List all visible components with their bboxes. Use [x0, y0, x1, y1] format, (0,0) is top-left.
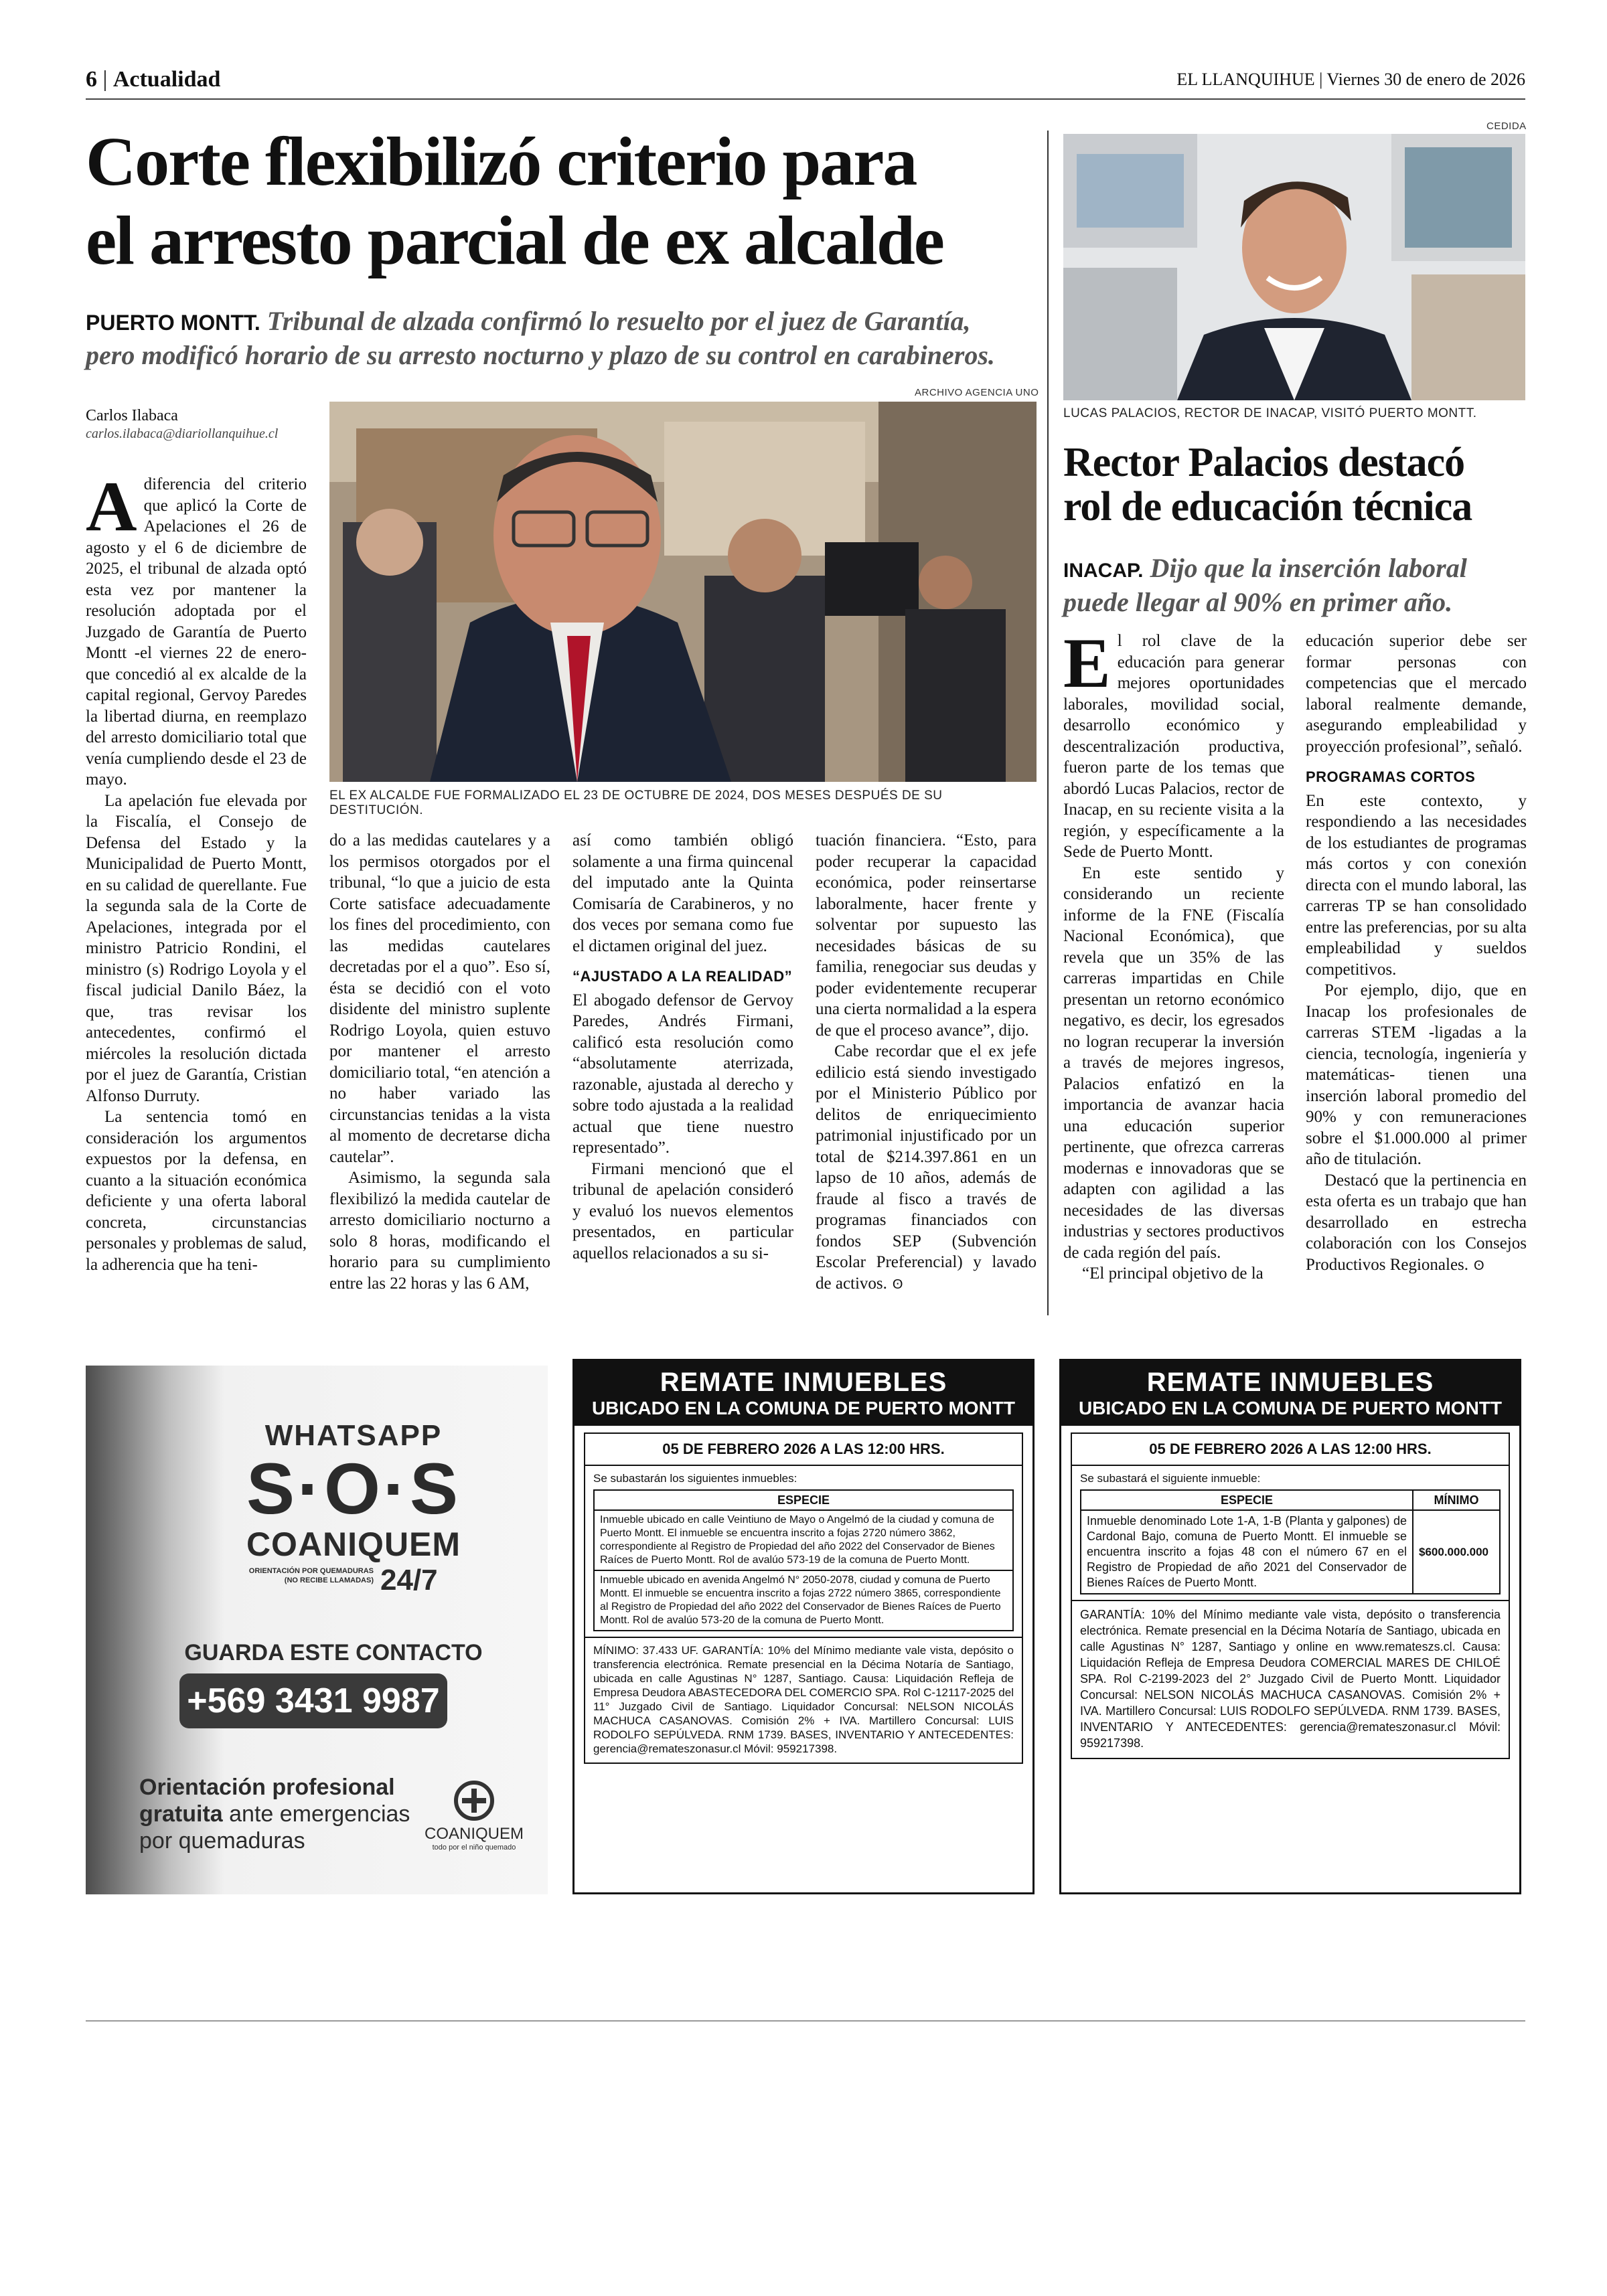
- ad-remate-1-item: Inmueble ubicado en calle Veintiuno de Mayo o Angelmó de la ciudad y comuna de Puerto Montt. El inmueble se encuentra inscrito a fojas 2720 número 3862, correspondiente al Registro de Propiedad del año 2022 del Conservador de Bienes Raíces de Puerto Montt. Rol de avalúo 573-19 de la comuna de Puerto Montt.: [594, 1510, 1013, 1570]
- coaniquem-cross-icon: [454, 1781, 494, 1821]
- issue-date: Viernes 30 de enero de 2026: [1326, 70, 1525, 89]
- side-photo-credit: CEDIDA: [1486, 120, 1527, 132]
- main-deck: PUERTO MONTT. Tribunal de alzada confirmó lo resuelto por el juez de Garantía, pero modificó horario de su arresto nocturno y plazo de su control en carabineros.: [86, 306, 995, 370]
- side-photo-caption: LUCAS PALACIOS, RECTOR DE INACAP, VISITÓ PUERTO MONTT.: [1063, 406, 1477, 420]
- author-email: carlos.ilabaca@diariollanquihue.cl: [86, 426, 279, 441]
- main-photo: [329, 402, 1037, 782]
- ad-remate-1-subtitle: UBICADO EN LA COMUNA DE PUERTO MONTT: [591, 1398, 1016, 1418]
- side-col-2: educación superior debe ser formar personas con competencias que el mercado laboral realmente demande, asegurando empleabilidad y proyección profesional”, señaló. PROGRAMAS CORTOS En este contexto, y respondiendo a las necesidades de los estudiantes de programas más cortos y con conexión directa con el mundo laboral, las carreras TP se han consolidado entre las preferencias, por su alta empleabilidad y sueldos competitivos. Por ejemplo, dijo, que en Inacap los profesionales de carreras STEM -ligadas a la ciencia, tecnología, ingeniería y matemáticas- tienen una inserción laboral promedio del 90% y con remuneraciones sobre el $1.000.000 al primer año de titulación. Destacó que la pertinencia en esta oferta es un trabajo que han desarrollado en estrecha colaboración con los Consejos Productivos Regionales. ʘ: [1306, 632, 1527, 1274]
- ad-remate-2-date: 05 DE FEBRERO 2026 A LAS 12:00 HRS.: [1072, 1434, 1509, 1466]
- ad-remate-2: REMATE INMUEBLES UBICADO EN LA COMUNA DE PUERTO MONTT 05 DE FEBRERO 2026 A LAS 12:00 HRS. Se subastará el siguiente inmueble: ESPECIE MÍNIMO Inmueble denominado Lote 1-A, 1-B (Planta y galpones) de Cardonal Bajo, comuna de Puerto Montt. El inmueble se encuentra inscrito a fojas 48 con el número 67 en el Registro de Propiedad de año 2021 del Conservador de Bienes Raíces de Puerto Montt. $600.000.000 GARANTÍA: 10% del Mínimo mediante vale vista, depósito o transferencia electrónica. Remate presencial en la Décima Notaría de Santiago, ubicada en calle Agustinas N° 1287, Santiago y online en www.remateszs.cl. Causa: Liquidación Refleja de Empresa Deudora COMERCIAL MARES DE CHILOÉ SPA. Rol C-2199-2023 del 2° Juzgado Civil de Puerto Montt. Liquidador Concursal: NELSON NICOLÁS MACHUCA CASANOVAS. Comisión 2% + IVA. Martillero Concursal: LUIS RODOLFO SEPÚLVEDA. RNM 1739. BASES, INVENTARIO Y ANTECEDENTES: gerencia@remateszonasur.cl Móvil: 959217398.: [1059, 1359, 1521, 1894]
- ad-remate-2-minimum: $600.000.000: [1413, 1510, 1500, 1594]
- main-subhead: “AJUSTADO A LA REALIDAD”: [572, 968, 793, 985]
- author-block: [86, 407, 307, 442]
- main-col-3: así como también obligó solamente a una firma quincenal del imputado ante la Quinta Comisaría de Carabineros, y no dos veces por semana como fue el dictamen original del juez. “AJUSTADO A LA REALIDAD” El abogado defensor de Gervoy Paredes, Andrés Firmani, calificó esta resolución como “absolutamente aterrizada, razonable, ajustada al derecho y sobre todo ajustada a la realidad actual que tiene nuestro representado”. Firmani mencionó que el tribunal de apelación consideró y evaluó los nuevos elementos presentados, en particular aquellos relacionados a su si-: [572, 831, 793, 1262]
- side-headline: Rector Palacios destacó rol de educación técnica: [1063, 440, 1472, 529]
- ad-sos: [86, 1366, 548, 1894]
- end-mark-icon: ʘ: [892, 1277, 903, 1292]
- ad-remate-2-footer: GARANTÍA: 10% del Mínimo mediante vale vista, depósito o transferencia electrónica. Remate presencial en la Décima Notaría de Santiago, ubicada en calle Agustinas N° 1287, Santiago y online en www.remateszs.cl. Causa: Liquidación Refleja de Empresa Deudora COMERCIAL MARES DE CHILOÉ SPA. Rol C-2199-2023 del 2° Juzgado Civil de Puerto Montt. Liquidador Concursal: NELSON NICOLÁS MACHUCA CASANOVAS. Comisión 2% + IVA. Martillero Concursal: LUIS RODOLFO SEPÚLVEDA. RNM 1739. BASES, INVENTARIO Y ANTECEDENTES: gerencia@remateszonasur.cl Móvil: 959217398.: [1072, 1600, 1509, 1758]
- side-deck: INACAP. Dijo que la inserción laboral puede llegar al 90% en primer año.: [1063, 553, 1467, 617]
- ad-remate-1: REMATE INMUEBLES UBICADO EN LA COMUNA DE PUERTO MONTT 05 DE FEBRERO 2026 A LAS 12:00 HRS. Se subastarán los siguientes inmuebles: ESPECIE Inmueble ubicado en calle Veintiuno de Mayo o Angelmó de la ciudad y comuna de Puerto Montt. El inmueble se encuentra inscrito a fojas 2720 número 3862, correspondiente al Registro de Propiedad del año 2022 del Conservador de Bienes Raíces de Puerto Montt. Rol de avalúo 573-19 de la comuna de Puerto Montt. Inmueble ubicado en avenida Angelmó N° 2050-2078, ciudad y comuna de Puerto Montt. El inmueble se encuentra inscrito a fojas 2722 número 3865, correspondiente al Registro de Propiedad del año 2022 del Conservador de Bienes Raíces de Puerto Montt. Rol de avalúo 573-20 de la comuna de Puerto Montt. MÍNIMO: 37.433 UF. GARANTÍA: 10% del Mínimo mediante vale vista, depósito o transferencia electrónica. Remate presencial en la Décima Notaría de Santiago, ubicada en calle Agustinas N° 1287, Santiago. Causa: Liquidación Refleja de Empresa Deudora ABASTECEDORA DEL COMERCIO SPA. Rol C-12117-2025 del 11° Juzgado Civil de Santiago. Liquidador Concursal: NELSON NICOLÁS MACHUCA CASANOVAS. Comisión 2% + IVA. Martillero Concursal: LUIS RODOLFO SEPÚLVEDA. RNM 1739. BASES, INVENTARIO Y ANTECEDENTES: gerencia@remateszonasur.cl Móvil: 959217398.: [572, 1359, 1035, 1894]
- page-header: 6 | Actualidad EL LLANQUIHUE | Viernes 30 de enero de 2026: [86, 67, 1525, 92]
- ad-sos-title: S·O·S: [246, 1448, 461, 1529]
- ad-sos-tagline: ORIENTACIÓN POR QUEMADURAS (NO RECIBE LLAMADAS): [248, 1567, 374, 1584]
- side-kicker: INACAP.: [1063, 560, 1144, 582]
- footer-rule: [86, 2020, 1525, 2022]
- ad-remate-1-title: REMATE INMUEBLES: [660, 1368, 947, 1397]
- page-number: 6: [86, 67, 97, 92]
- author-name: Carlos Ilabaca: [86, 407, 178, 424]
- side-col-1: El rol clave de la educación para generar mejores oportunidades laborales, movilidad social, desarrollo económico y descentralización productiva, fueron parte de los temas que abordó Lucas Palacios, rector de Inacap, en su reciente visita a la región, y específicamente a la Sede de Puerto Montt. En este sentido y considerando un reciente informe de la FNE (Fiscalía Nacional Económica), que revela que un 35% de las carreras impartidas en Chile presentan un retorno económico negativo, es decir, los egresados no logran recuperar la inversión a través de mejores ingresos, Palacios enfatizó en la importancia de avanzar hacia una educación superior pertinente, que ofrezca carreras modernas e innovadoras que se adapten con agilidad a las necesidades de las diversas industrias y sectores productivos de cada región del país. “El principal objetivo de la: [1063, 624, 1284, 1283]
- section-name: Actualidad: [112, 67, 221, 92]
- main-col-2: do a las medidas cautelares y a los permisos otorgados por el tribunal, “lo que a juicio de esta Corte satisface adecuadamente los fines del procedimiento, con las medidas cautelares decretadas por el a quo”. Eso sí, ésta se decidió con el voto disidente del ministro suplente Rodrigo Loyola, quien estuvo por mantener el arresto domiciliario total, “en atención a no haber variado las circunstancias tenidas a la vista al momento de decretarse dicha cautelar”. Asimismo, la segunda sala flexibilizó la medida cautelar de arresto domiciliario nocturno a solo 8 horas, modificando el horario para su cumplimiento entre las 22 horas y las 6 AM,: [329, 831, 550, 1293]
- main-dropcap: A: [86, 467, 137, 546]
- column-divider: [1047, 131, 1049, 1315]
- ad-sos-phone[interactable]: +569 3431 9987: [179, 1673, 447, 1728]
- ad-remate-2-item: Inmueble denominado Lote 1-A, 1-B (Planta y galpones) de Cardonal Bajo, comuna de Puerto Montt. El inmueble se encuentra inscrito a fojas 48 con el número 67 en el Registro de Propiedad de año 2021 del Conservador de Bienes Raíces de Puerto Montt.: [1081, 1510, 1413, 1594]
- side-end-mark-icon: ʘ: [1474, 1258, 1484, 1273]
- side-subhead: PROGRAMAS CORTOS: [1306, 768, 1476, 785]
- coaniquem-logo: COANIQUEM todo por el niño quemado: [420, 1781, 528, 1852]
- ad-sos-save-label: GUARDA ESTE CONTACTO: [184, 1640, 483, 1665]
- ad-sos-whatsapp: WHATSAPP: [264, 1419, 443, 1452]
- ad-remate-1-footer: MÍNIMO: 37.433 UF. GARANTÍA: 10% del Mínimo mediante vale vista, depósito o transferencia electrónica. Remate presencial en la Décima Notaría de Santiago, ubicada en calle Agustinas N° 1287, Santiago. Causa: Liquidación Refleja de Empresa Deudora ABASTECEDORA DEL COMERCIO SPA. Rol C-12117-2025 del 11° Juzgado Civil de Santiago. Liquidador Concursal: NELSON NICOLÁS MACHUCA CASANOVAS. Comisión 2% + IVA. Martillero Concursal: LUIS RODOLFO SEPÚLVEDA. RNM 1739. BASES, INVENTARIO Y ANTECEDENTES: gerencia@remateszonasur.cl Móvil: 959217398.: [585, 1637, 1022, 1762]
- newspaper-name: EL LLANQUIHUE: [1176, 70, 1315, 89]
- ad-remate-1-date: 05 DE FEBRERO 2026 A LAS 12:00 HRS.: [585, 1434, 1022, 1466]
- header-rule: [86, 98, 1525, 100]
- ad-sos-brand: COANIQUEM: [246, 1526, 461, 1563]
- ad-sos-hours: 24/7: [380, 1564, 438, 1596]
- main-photo-caption: EL EX ALCALDE FUE FORMALIZADO EL 23 DE OCTUBRE DE 2024, DOS MESES DESPUÉS DE SU DESTITUCIÓN.: [329, 789, 943, 817]
- ad-remate-2-subtitle: UBICADO EN LA COMUNA DE PUERTO MONTT: [1078, 1398, 1503, 1418]
- ad-remate-2-title: REMATE INMUEBLES: [1146, 1368, 1434, 1397]
- ad-remate-1-table: ESPECIE Inmueble ubicado en calle Veintiuno de Mayo o Angelmó de la ciudad y comuna de Puerto Montt. El inmueble se encuentra inscrito a fojas 2720 número 3862, correspondiente al Registro de Propiedad del año 2022 del Conservador de Bienes Raíces de Puerto Montt. Rol de avalúo 573-19 de la comuna de Puerto Montt. Inmueble ubicado en avenida Angelmó N° 2050-2078, ciudad y comuna de Puerto Montt. El inmueble se encuentra inscrito a fojas 2722 número 3865, correspondiente al Registro de Propiedad del año 2022 del Conservador de Bienes Raíces de Puerto Montt. Rol de avalúo 573-20 de la comuna de Puerto Montt.: [593, 1489, 1014, 1631]
- main-headline: Corte flexibilizó criterio para el arresto parcial de ex alcalde: [86, 123, 943, 279]
- main-photo-credit: ARCHIVO AGENCIA UNO: [915, 387, 1039, 398]
- ad-remate-1-item: Inmueble ubicado en avenida Angelmó N° 2050-2078, ciudad y comuna de Puerto Montt. El inmueble se encuentra inscrito a fojas 2722 número 3865, correspondiente al Registro de Propiedad del año 2022 del Conservador de Bienes Raíces de Puerto Montt. Rol de avalúo 573-20 de la comuna de Puerto Montt.: [594, 1570, 1013, 1631]
- main-col-1: Adiferencia del criterio que aplicó la Corte de Apelaciones el 26 de agosto y el 6 de diciembre de 2025, el tribunal de alzada optó esta vez por mantener la resolución adoptada por el Juzgado de Garantía de Puerto Montt -el viernes 22 de enero- que concedió al ex alcalde de la capital regional, Gervoy Paredes la libertad diurna, en reemplazo del arresto domiciliario total que venía cumpliendo desde el 23 de mayo. La apelación fue elevada por la Fiscalía, el Consejo de Defensa del Estado y la Municipalidad de Puerto Montt, en su calidad de querellante. Fue la segunda sala de la Corte de Apelaciones, integrada por el ministro Patricio Rondini, el ministro (s) Rodrigo Loyola y el fiscal judicial Danilo Báez, la que, tras revisar los antecedentes, confirmó el miércoles la resolución dictada por el juez de Garantía, Cristian Alfonso Durruty. La sentencia tomó en consideración los argumentos expuestos por la defensa, en cuanto a la situación económica deficiente y una oferta laboral concreta, circunstancias personales y problemas de salud, la adherencia que ha teni-: [86, 467, 307, 1274]
- main-col-4: tuación financiera. “Esto, para poder recuperar la capacidad económica, poder reinsertarse laboralmente, hacer frente y solventar por supuesto las necesidades básicas de su familia, renegociar sus deudas y poder evidentemente recuperar una cierta normalidad a la espera de que el proceso avance”, dijo. Cabe recordar que el ex jefe edilicio está siendo investigado por el Ministerio Público por delitos de enriquecimiento patrimonial injustificado por un total de $214.397.861 en un lapso de 10 años, además de fraude al fisco a través de programas financiados con fondos SEP (Subvención Escolar Preferencial) y lavado de activos. ʘ: [816, 831, 1037, 1293]
- ad-remate-2-table: ESPECIE MÍNIMO Inmueble denominado Lote 1-A, 1-B (Planta y galpones) de Cardonal Bajo, comuna de Puerto Montt. El inmueble se encuentra inscrito a fojas 48 con el número 67 en el Registro de Propiedad de año 2021 del Conservador de Bienes Raíces de Puerto Montt. $600.000.000: [1080, 1489, 1501, 1594]
- main-kicker: PUERTO MONTT.: [86, 311, 260, 335]
- side-dropcap: E: [1063, 624, 1111, 702]
- ad-sos-bottom-text: Orientación profesional gratuita ante emergencias por quemaduras: [139, 1775, 410, 1854]
- side-photo: [1063, 134, 1525, 400]
